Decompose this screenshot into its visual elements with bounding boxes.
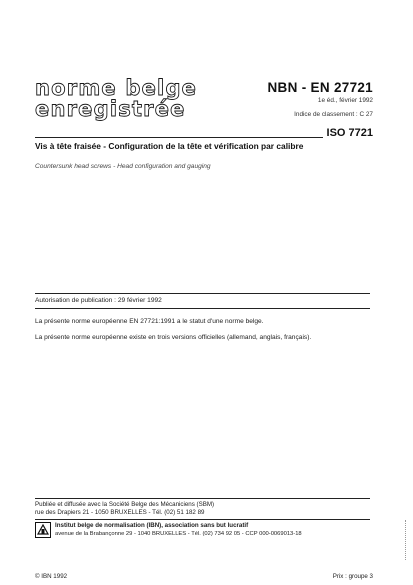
ibn-logo-icon <box>35 522 51 538</box>
header-title-line1: norme belge <box>35 76 198 100</box>
footer-publisher: Publiée et diffusée avec la Société Belge des Mécaniciens (SBM) <box>35 501 215 508</box>
publication-divider-2 <box>35 308 370 309</box>
publication-paragraph-2: La présente norme européenne existe en trois versions officielles (allemand, anglais, français). <box>35 334 312 341</box>
scan-margin-marks <box>405 520 409 560</box>
publication-authorization: Autorisation de publication : 29 février 1992 <box>35 297 162 304</box>
footer-institute-address: avenue de la Brabançonne 29 - 1040 BRUXELLES - Tél. (02) 734 92 05 - CCP 000-0069013-18 <box>55 531 302 537</box>
publication-paragraph-1: La présente norme européenne EN 27721:1991 a le statut d'une norme belge. <box>35 318 264 325</box>
publication-divider <box>35 293 370 294</box>
copyright: © IBN 1992 <box>35 573 68 580</box>
footer-institute: Institut belge de normalisation (IBN), association sans but lucratif <box>55 522 249 529</box>
footer-divider-top <box>35 498 370 499</box>
document-subtitle: Countersunk head screws - Head configuration and gauging <box>35 163 211 170</box>
standard-reference: NBN - EN 27721 <box>267 80 373 95</box>
classification-index: Indice de classement : C 27 <box>294 111 373 118</box>
header-divider <box>35 137 370 138</box>
price-group: Prix : groupe 3 <box>332 573 373 580</box>
edition-date: 1e éd., février 1992 <box>317 97 373 104</box>
footer-publisher-address: rue des Drapiers 21 - 1050 BRUXELLES - Tél. (02) 51 182 89 <box>35 509 205 516</box>
iso-reference: ISO 7721 <box>323 127 373 139</box>
header-title-line2: enregistrée <box>35 97 186 121</box>
footer-divider-middle <box>35 519 370 520</box>
document-title: Vis à tête fraisée - Configuration de la tête et vérification par calibre <box>35 141 304 151</box>
